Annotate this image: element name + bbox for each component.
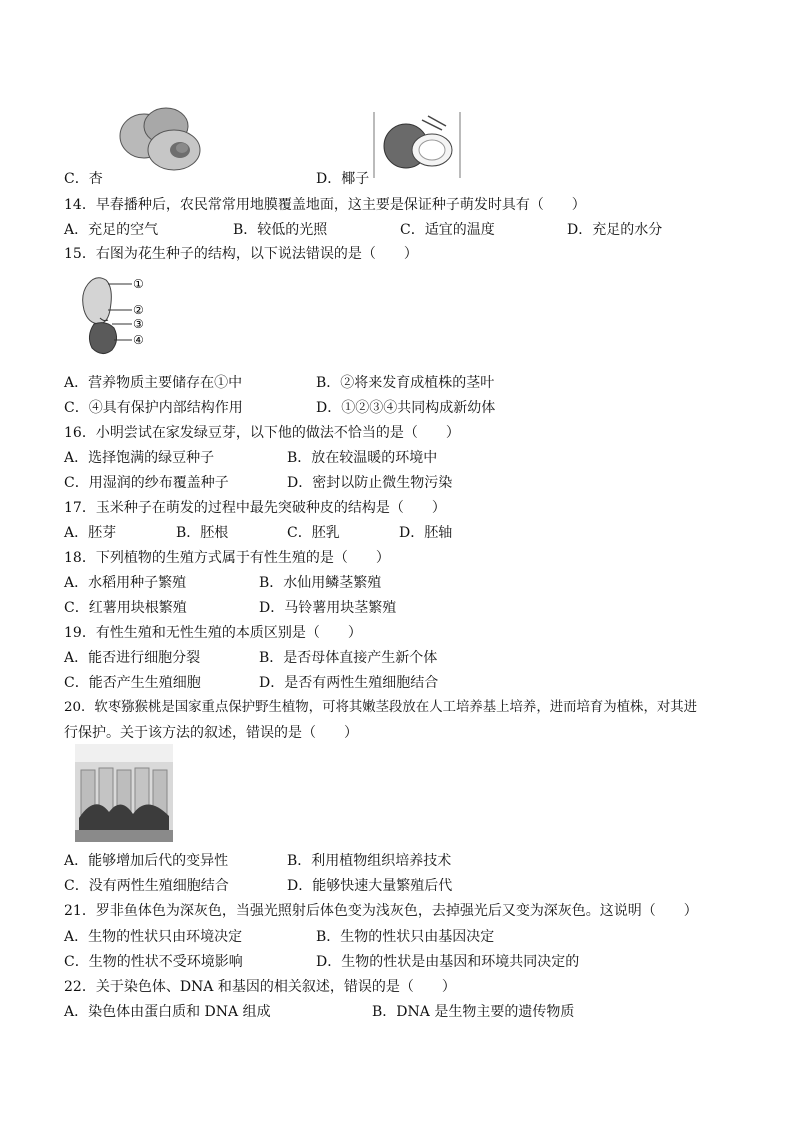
- q16-option-b[interactable]: B．放在较温暖的环境中: [287, 450, 438, 466]
- q17-option-c[interactable]: C．胚乳: [287, 525, 340, 541]
- q21-stem: 21．罗非鱼体色为深灰色，当强光照射后体色变为浅灰色，去掉强光后又变为深灰色。这说明（ ）: [64, 903, 698, 919]
- q22-stem: 22．关于染色体、DNA 和基因的相关叙述，错误的是（ ）: [64, 979, 456, 995]
- q19-option-a[interactable]: A．能否进行细胞分裂: [64, 650, 201, 666]
- q14-option-a[interactable]: A．充足的空气: [64, 222, 159, 238]
- q18-option-c[interactable]: C．红薯用块根繁殖: [64, 600, 187, 616]
- q20-stem-line1: 20．软枣猕猴桃是国家重点保护野生植物，可将其嫩茎段放在人工培养基上培养，进而培育为植株，对其进: [64, 700, 698, 715]
- q13-option-d[interactable]: D．椰子: [316, 171, 370, 187]
- q14-stem: 14．早春播种后，农民常常用地膜覆盖地面，这主要是保证种子萌发时具有（ ）: [64, 197, 586, 213]
- q16-option-c[interactable]: C．用湿润的纱布覆盖种子: [64, 475, 229, 491]
- q20-option-c[interactable]: C．没有两性生殖细胞结合: [64, 878, 229, 894]
- q16-option-a[interactable]: A．选择饱满的绿豆种子: [64, 450, 215, 466]
- q15-label-3: ③: [133, 317, 144, 331]
- tissue-culture-photo: [75, 744, 173, 842]
- q15-option-d[interactable]: D．①②③④共同构成新幼体: [316, 400, 496, 416]
- q21-option-d[interactable]: D．生物的性状是由基因和环境共同决定的: [316, 954, 580, 970]
- q22-option-b[interactable]: B．DNA 是生物主要的遗传物质: [372, 1004, 575, 1020]
- q16-option-d[interactable]: D．密封以防止微生物污染: [287, 475, 453, 491]
- q14-option-d[interactable]: D．充足的水分: [567, 222, 663, 238]
- q17-option-b[interactable]: B．胚根: [176, 525, 229, 541]
- q18-stem: 18．下列植物的生殖方式属于有性生殖的是（ ）: [64, 550, 390, 566]
- q17-stem: 17．玉米种子在萌发的过程中最先突破种皮的结构是（ ）: [64, 500, 446, 516]
- q15-option-a[interactable]: A．营养物质主要储存在①中: [64, 375, 243, 391]
- q14-option-b[interactable]: B．较低的光照: [233, 222, 328, 238]
- q21-option-b[interactable]: B．生物的性状只由基因决定: [316, 929, 495, 945]
- q15-stem: 15．右图为花生种子的结构，以下说法错误的是（ ）: [64, 246, 418, 262]
- q22-option-a[interactable]: A．染色体由蛋白质和 DNA 组成: [64, 1004, 271, 1020]
- peanut-seed-diagram: [74, 274, 178, 360]
- q17-option-a[interactable]: A．胚芽: [64, 525, 117, 541]
- q17-option-d[interactable]: D．胚轴: [399, 525, 453, 541]
- q19-option-c[interactable]: C．能否产生生殖细胞: [64, 675, 201, 691]
- q19-option-d[interactable]: D．是否有两性生殖细胞结合: [259, 675, 439, 691]
- q21-option-c[interactable]: C．生物的性状不受环境影响: [64, 954, 243, 970]
- q19-stem: 19．有性生殖和无性生殖的本质区别是（ ）: [64, 625, 362, 641]
- q15-label-2: ②: [133, 303, 144, 317]
- q15-option-b[interactable]: B．②将来发育成植株的茎叶: [316, 375, 495, 391]
- q18-option-a[interactable]: A．水稻用种子繁殖: [64, 575, 187, 591]
- q16-stem: 16．小明尝试在家发绿豆芽，以下他的做法不恰当的是（ ）: [64, 425, 460, 441]
- q18-option-b[interactable]: B．水仙用鳞茎繁殖: [259, 575, 382, 591]
- q18-option-d[interactable]: D．马铃薯用块茎繁殖: [259, 600, 397, 616]
- q20-option-a[interactable]: A．能够增加后代的变异性: [64, 853, 229, 869]
- q15-option-c[interactable]: C．④具有保护内部结构作用: [64, 400, 243, 416]
- q15-label-4: ④: [133, 333, 144, 347]
- q15-label-1: ①: [133, 277, 144, 291]
- q14-option-c[interactable]: C．适宜的温度: [400, 222, 495, 238]
- q20-option-b[interactable]: B．利用植物组织培养技术: [287, 853, 452, 869]
- q20-stem-line2: 行保护。关于该方法的叙述，错误的是（ ）: [64, 725, 358, 741]
- q19-option-b[interactable]: B．是否母体直接产生新个体: [259, 650, 438, 666]
- q21-option-a[interactable]: A．生物的性状只由环境决定: [64, 929, 243, 945]
- apricot-image: [116, 106, 208, 174]
- coconut-image: [372, 112, 462, 178]
- q20-option-d[interactable]: D．能够快速大量繁殖后代: [287, 878, 453, 894]
- q13-option-c[interactable]: C．杏: [64, 171, 103, 187]
